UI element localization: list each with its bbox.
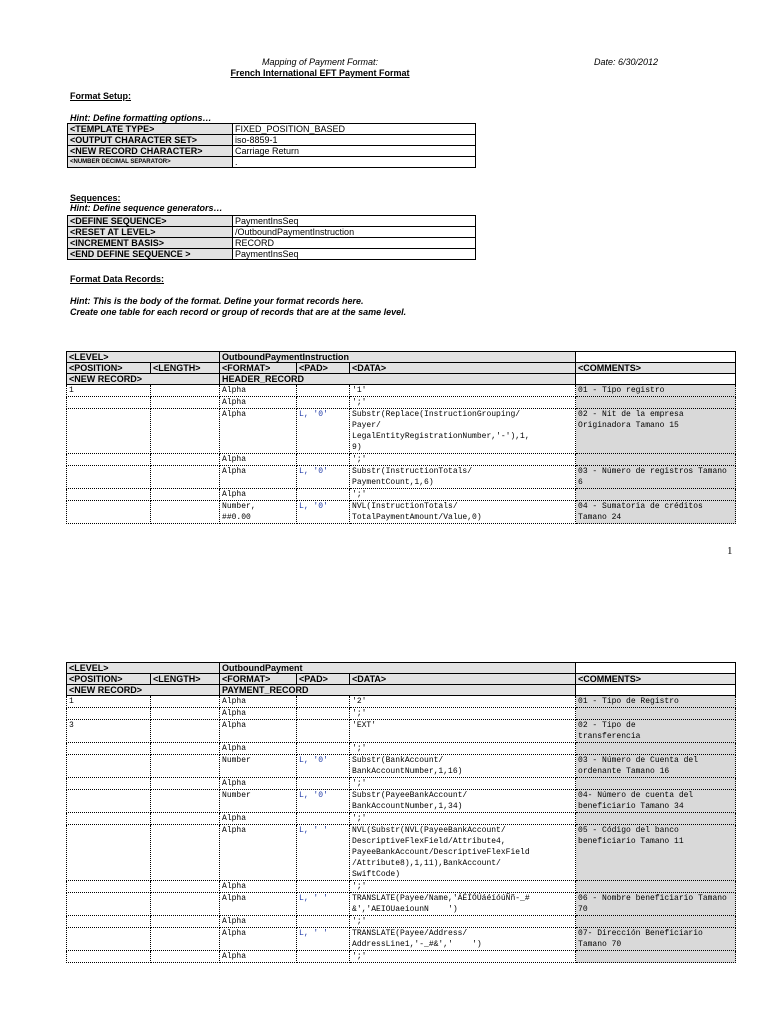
cell-comments bbox=[576, 708, 736, 720]
cell-pad: L, '0' bbox=[297, 466, 350, 489]
cell-length bbox=[151, 466, 220, 489]
table-row bbox=[67, 501, 736, 524]
column-header-pad: <PAD> bbox=[297, 674, 350, 685]
cell-length bbox=[151, 928, 220, 951]
document-title: French International EFT Payment Format bbox=[230, 68, 410, 78]
format-setup-key: <TEMPLATE TYPE> bbox=[68, 124, 233, 135]
format-setup-row bbox=[68, 157, 476, 168]
cell-data: Substr(PayeeBankAccount/ BankAccountNumber,1,34) bbox=[350, 790, 576, 813]
table-row bbox=[67, 696, 736, 708]
column-header-format: <FORMAT> bbox=[220, 363, 297, 374]
record-blank bbox=[576, 685, 736, 696]
cell-data: ';' bbox=[350, 397, 576, 409]
format-setup-value: . bbox=[233, 157, 476, 168]
payment-record-new-record-row bbox=[67, 685, 736, 696]
header-record-level-row bbox=[67, 352, 736, 363]
cell-length bbox=[151, 397, 220, 409]
column-header-comments: <COMMENTS> bbox=[576, 674, 736, 685]
cell-data: TRANSLATE(Payee/Name,'ÁÉÍÓÚáéíóúÑñ-_# &','AEIOUaeiounN ') bbox=[350, 893, 576, 916]
table-row bbox=[67, 893, 736, 916]
sequence-row bbox=[68, 216, 476, 227]
cell-pad bbox=[297, 708, 350, 720]
cell-data: ';' bbox=[350, 813, 576, 825]
cell-length bbox=[151, 489, 220, 501]
table-row bbox=[67, 466, 736, 489]
cell-comments bbox=[576, 951, 736, 963]
cell-position bbox=[67, 397, 151, 409]
cell-comments bbox=[576, 743, 736, 755]
cell-pad bbox=[297, 916, 350, 928]
table-row bbox=[67, 409, 736, 454]
cell-pad bbox=[297, 489, 350, 501]
format-setup-key: <NEW RECORD CHARACTER> bbox=[68, 146, 233, 157]
document-date: Date: 6/30/2012 bbox=[594, 57, 659, 67]
cell-position bbox=[67, 708, 151, 720]
format-setup-value: iso-8859-1 bbox=[233, 135, 476, 146]
new-record-label: <NEW RECORD> bbox=[67, 685, 220, 696]
cell-length bbox=[151, 813, 220, 825]
cell-comments: 03 - Número de registros Tamano 6 bbox=[576, 466, 736, 489]
record-blank bbox=[576, 374, 736, 385]
cell-data: '2' bbox=[350, 696, 576, 708]
cell-data: '1' bbox=[350, 385, 576, 397]
cell-format: Number bbox=[220, 790, 297, 813]
level-blank bbox=[576, 352, 736, 363]
cell-comments bbox=[576, 916, 736, 928]
table-row bbox=[67, 454, 736, 466]
cell-position bbox=[67, 951, 151, 963]
cell-position bbox=[67, 755, 151, 778]
cell-pad: L, '0' bbox=[297, 501, 350, 524]
table-row bbox=[67, 778, 736, 790]
cell-length bbox=[151, 720, 220, 743]
format-setup-row bbox=[68, 124, 476, 135]
sequence-row bbox=[68, 227, 476, 238]
cell-length bbox=[151, 708, 220, 720]
table-row bbox=[67, 385, 736, 397]
format-setup-hint: Hint: Define formatting options… bbox=[70, 113, 212, 123]
cell-position: 3 bbox=[67, 720, 151, 743]
format-setup-value: Carriage Return bbox=[233, 146, 476, 157]
cell-comments bbox=[576, 778, 736, 790]
cell-pad: L, ' ' bbox=[297, 893, 350, 916]
cell-data: NVL(InstructionTotals/ TotalPaymentAmount/Value,0) bbox=[350, 501, 576, 524]
cell-length bbox=[151, 778, 220, 790]
table-row bbox=[67, 755, 736, 778]
cell-format: Alpha bbox=[220, 881, 297, 893]
cell-pad: L, '0' bbox=[297, 755, 350, 778]
table-row bbox=[67, 825, 736, 881]
cell-format: Number bbox=[220, 755, 297, 778]
sequence-value: PaymentInsSeq bbox=[233, 216, 476, 227]
cell-data: ';' bbox=[350, 743, 576, 755]
table-row bbox=[67, 397, 736, 409]
cell-pad: L, ' ' bbox=[297, 928, 350, 951]
cell-format: Alpha bbox=[220, 385, 297, 397]
cell-position bbox=[67, 928, 151, 951]
cell-position bbox=[67, 790, 151, 813]
cell-comments: 03 - Número de Cuenta del ordenante Tamano 16 bbox=[576, 755, 736, 778]
cell-position bbox=[67, 881, 151, 893]
format-setup-key: <NUMBER DECIMAL SEPARATOR> bbox=[68, 157, 233, 168]
cell-data: Substr(InstructionTotals/ PaymentCount,1,6) bbox=[350, 466, 576, 489]
cell-pad bbox=[297, 778, 350, 790]
level-label: <LEVEL> bbox=[67, 663, 220, 674]
sequence-row bbox=[68, 249, 476, 260]
cell-length bbox=[151, 893, 220, 916]
cell-data: ';' bbox=[350, 881, 576, 893]
cell-format: Alpha bbox=[220, 397, 297, 409]
format-data-hint bbox=[70, 296, 406, 318]
cell-format: Alpha bbox=[220, 813, 297, 825]
cell-position bbox=[67, 893, 151, 916]
column-header-position: <POSITION> bbox=[67, 363, 151, 374]
cell-pad bbox=[297, 720, 350, 743]
cell-position bbox=[67, 743, 151, 755]
table-row bbox=[67, 720, 736, 743]
new-record-label: <NEW RECORD> bbox=[67, 374, 220, 385]
payment-record-level-row bbox=[67, 663, 736, 674]
cell-length bbox=[151, 696, 220, 708]
cell-data: ';' bbox=[350, 778, 576, 790]
cell-pad bbox=[297, 385, 350, 397]
cell-format: Alpha bbox=[220, 696, 297, 708]
level-value: OutboundPaymentInstruction bbox=[220, 352, 576, 363]
cell-data: TRANSLATE(Payee/Address/ AddressLine1,'-_#&',' ') bbox=[350, 928, 576, 951]
level-label: <LEVEL> bbox=[67, 352, 220, 363]
cell-position bbox=[67, 778, 151, 790]
cell-position bbox=[67, 501, 151, 524]
cell-length bbox=[151, 916, 220, 928]
cell-comments bbox=[576, 813, 736, 825]
cell-position bbox=[67, 466, 151, 489]
cell-position bbox=[67, 454, 151, 466]
cell-length bbox=[151, 825, 220, 881]
table-row bbox=[67, 708, 736, 720]
cell-position bbox=[67, 916, 151, 928]
cell-comments bbox=[576, 454, 736, 466]
format-setup-key: <OUTPUT CHARACTER SET> bbox=[68, 135, 233, 146]
sequence-key: <RESET AT LEVEL> bbox=[68, 227, 233, 238]
sequence-value: /OutboundPaymentInstruction bbox=[233, 227, 476, 238]
cell-format: Alpha bbox=[220, 778, 297, 790]
format-data-hint-line1: Hint: This is the body of the format. Define your format records here. bbox=[70, 296, 364, 306]
record-name: HEADER_RECORD bbox=[220, 374, 576, 385]
column-header-data: <DATA> bbox=[350, 363, 576, 374]
column-header-format: <FORMAT> bbox=[220, 674, 297, 685]
cell-comments: 04- Número de cuenta del beneficiario Tamano 34 bbox=[576, 790, 736, 813]
cell-format: Alpha bbox=[220, 489, 297, 501]
cell-data: NVL(Substr(NVL(PayeeBankAccount/ DescriptiveFlexField/Attribute4, PayeeBankAccount/DescriptiveFlexField /Attribute8),1,11),BankAccount/ SwiftCode) bbox=[350, 825, 576, 881]
format-setup-table bbox=[67, 123, 476, 168]
format-setup-heading: Format Setup: bbox=[70, 91, 132, 101]
column-header-pad: <PAD> bbox=[297, 363, 350, 374]
column-header-comments: <COMMENTS> bbox=[576, 363, 736, 374]
payment-record-table bbox=[66, 662, 736, 963]
format-data-heading: Format Data Records: bbox=[70, 274, 165, 284]
cell-comments: 05 - Código del banco beneficiario Tamano 11 bbox=[576, 825, 736, 881]
table-row bbox=[67, 790, 736, 813]
table-row bbox=[67, 916, 736, 928]
cell-comments: 01 - Tipo de Registro bbox=[576, 696, 736, 708]
header-record-table bbox=[66, 351, 736, 524]
cell-data: ';' bbox=[350, 916, 576, 928]
cell-pad bbox=[297, 397, 350, 409]
cell-position: 1 bbox=[67, 696, 151, 708]
cell-pad: L, ' ' bbox=[297, 825, 350, 881]
cell-format: Alpha bbox=[220, 825, 297, 881]
cell-position bbox=[67, 489, 151, 501]
cell-length bbox=[151, 881, 220, 893]
cell-pad bbox=[297, 743, 350, 755]
level-blank bbox=[576, 663, 736, 674]
cell-format: Alpha bbox=[220, 893, 297, 916]
table-row bbox=[67, 489, 736, 501]
cell-comments: 07- Dirección Beneficiario Tamano 70 bbox=[576, 928, 736, 951]
cell-comments: 01 - Tipo registro bbox=[576, 385, 736, 397]
level-value: OutboundPayment bbox=[220, 663, 576, 674]
cell-data: ';' bbox=[350, 454, 576, 466]
sequence-key: <INCREMENT BASIS> bbox=[68, 238, 233, 249]
cell-data: ';' bbox=[350, 708, 576, 720]
format-setup-row bbox=[68, 135, 476, 146]
cell-data: Substr(BankAccount/ BankAccountNumber,1,16) bbox=[350, 755, 576, 778]
header-record-column-header-row bbox=[67, 363, 736, 374]
cell-position bbox=[67, 409, 151, 454]
cell-format: Alpha bbox=[220, 928, 297, 951]
cell-length bbox=[151, 409, 220, 454]
sequences-hint: Hint: Define sequence generators… bbox=[70, 203, 223, 213]
cell-position: 1 bbox=[67, 385, 151, 397]
cell-format: Alpha bbox=[220, 454, 297, 466]
cell-comments: 06 - Nombre beneficiario Tamano 70 bbox=[576, 893, 736, 916]
cell-length bbox=[151, 790, 220, 813]
sequences-table bbox=[67, 215, 476, 260]
cell-format: Alpha bbox=[220, 951, 297, 963]
cell-format: Alpha bbox=[220, 720, 297, 743]
cell-format: Alpha bbox=[220, 466, 297, 489]
cell-length bbox=[151, 385, 220, 397]
cell-length bbox=[151, 501, 220, 524]
cell-comments: 04 - Sumatoria de créditos Tamano 24 bbox=[576, 501, 736, 524]
cell-pad bbox=[297, 454, 350, 466]
table-row bbox=[67, 928, 736, 951]
cell-length bbox=[151, 755, 220, 778]
cell-format: Alpha bbox=[220, 708, 297, 720]
table-row bbox=[67, 743, 736, 755]
cell-pad: L, '0' bbox=[297, 409, 350, 454]
table-row bbox=[67, 951, 736, 963]
cell-format: Number, ##0.00 bbox=[220, 501, 297, 524]
payment-record-column-header-row bbox=[67, 674, 736, 685]
cell-pad bbox=[297, 813, 350, 825]
table-row bbox=[67, 813, 736, 825]
record-name: PAYMENT_RECORD bbox=[220, 685, 576, 696]
cell-comments: 02 - Nit de la empresa Originadora Tamano 15 bbox=[576, 409, 736, 454]
cell-data: 'EXT' bbox=[350, 720, 576, 743]
sequence-row bbox=[68, 238, 476, 249]
cell-pad: L, '0' bbox=[297, 790, 350, 813]
page-number: 1 bbox=[727, 545, 733, 557]
column-header-length: <LENGTH> bbox=[151, 363, 220, 374]
cell-comments bbox=[576, 397, 736, 409]
cell-length bbox=[151, 454, 220, 466]
document-subtitle: Mapping of Payment Format: bbox=[261, 57, 379, 67]
column-header-length: <LENGTH> bbox=[151, 674, 220, 685]
cell-position bbox=[67, 825, 151, 881]
cell-pad bbox=[297, 951, 350, 963]
column-header-data: <DATA> bbox=[350, 674, 576, 685]
format-setup-row bbox=[68, 146, 476, 157]
table-row bbox=[67, 881, 736, 893]
cell-data: Substr(Replace(InstructionGrouping/ Payer/ LegalEntityRegistrationNumber,'-'),1, 9) bbox=[350, 409, 576, 454]
cell-pad bbox=[297, 881, 350, 893]
cell-format: Alpha bbox=[220, 916, 297, 928]
cell-data: ';' bbox=[350, 489, 576, 501]
format-setup-value: FIXED_POSITION_BASED bbox=[233, 124, 476, 135]
sequence-value: PaymentInsSeq bbox=[233, 249, 476, 260]
cell-format: Alpha bbox=[220, 743, 297, 755]
format-data-hint-line2: Create one table for each record or group of records that are at the same level. bbox=[70, 307, 407, 317]
header-record-new-record-row bbox=[67, 374, 736, 385]
sequence-key: <DEFINE SEQUENCE> bbox=[68, 216, 233, 227]
column-header-position: <POSITION> bbox=[67, 674, 151, 685]
cell-data: ';' bbox=[350, 951, 576, 963]
cell-comments: 02 - Tipo de transferencia bbox=[576, 720, 736, 743]
sequence-key: <END DEFINE SEQUENCE > bbox=[68, 249, 233, 260]
cell-length bbox=[151, 951, 220, 963]
cell-comments bbox=[576, 489, 736, 501]
cell-format: Alpha bbox=[220, 409, 297, 454]
sequences-heading: Sequences: bbox=[70, 193, 121, 203]
cell-comments bbox=[576, 881, 736, 893]
cell-position bbox=[67, 813, 151, 825]
sequence-value: RECORD bbox=[233, 238, 476, 249]
cell-length bbox=[151, 743, 220, 755]
cell-pad bbox=[297, 696, 350, 708]
